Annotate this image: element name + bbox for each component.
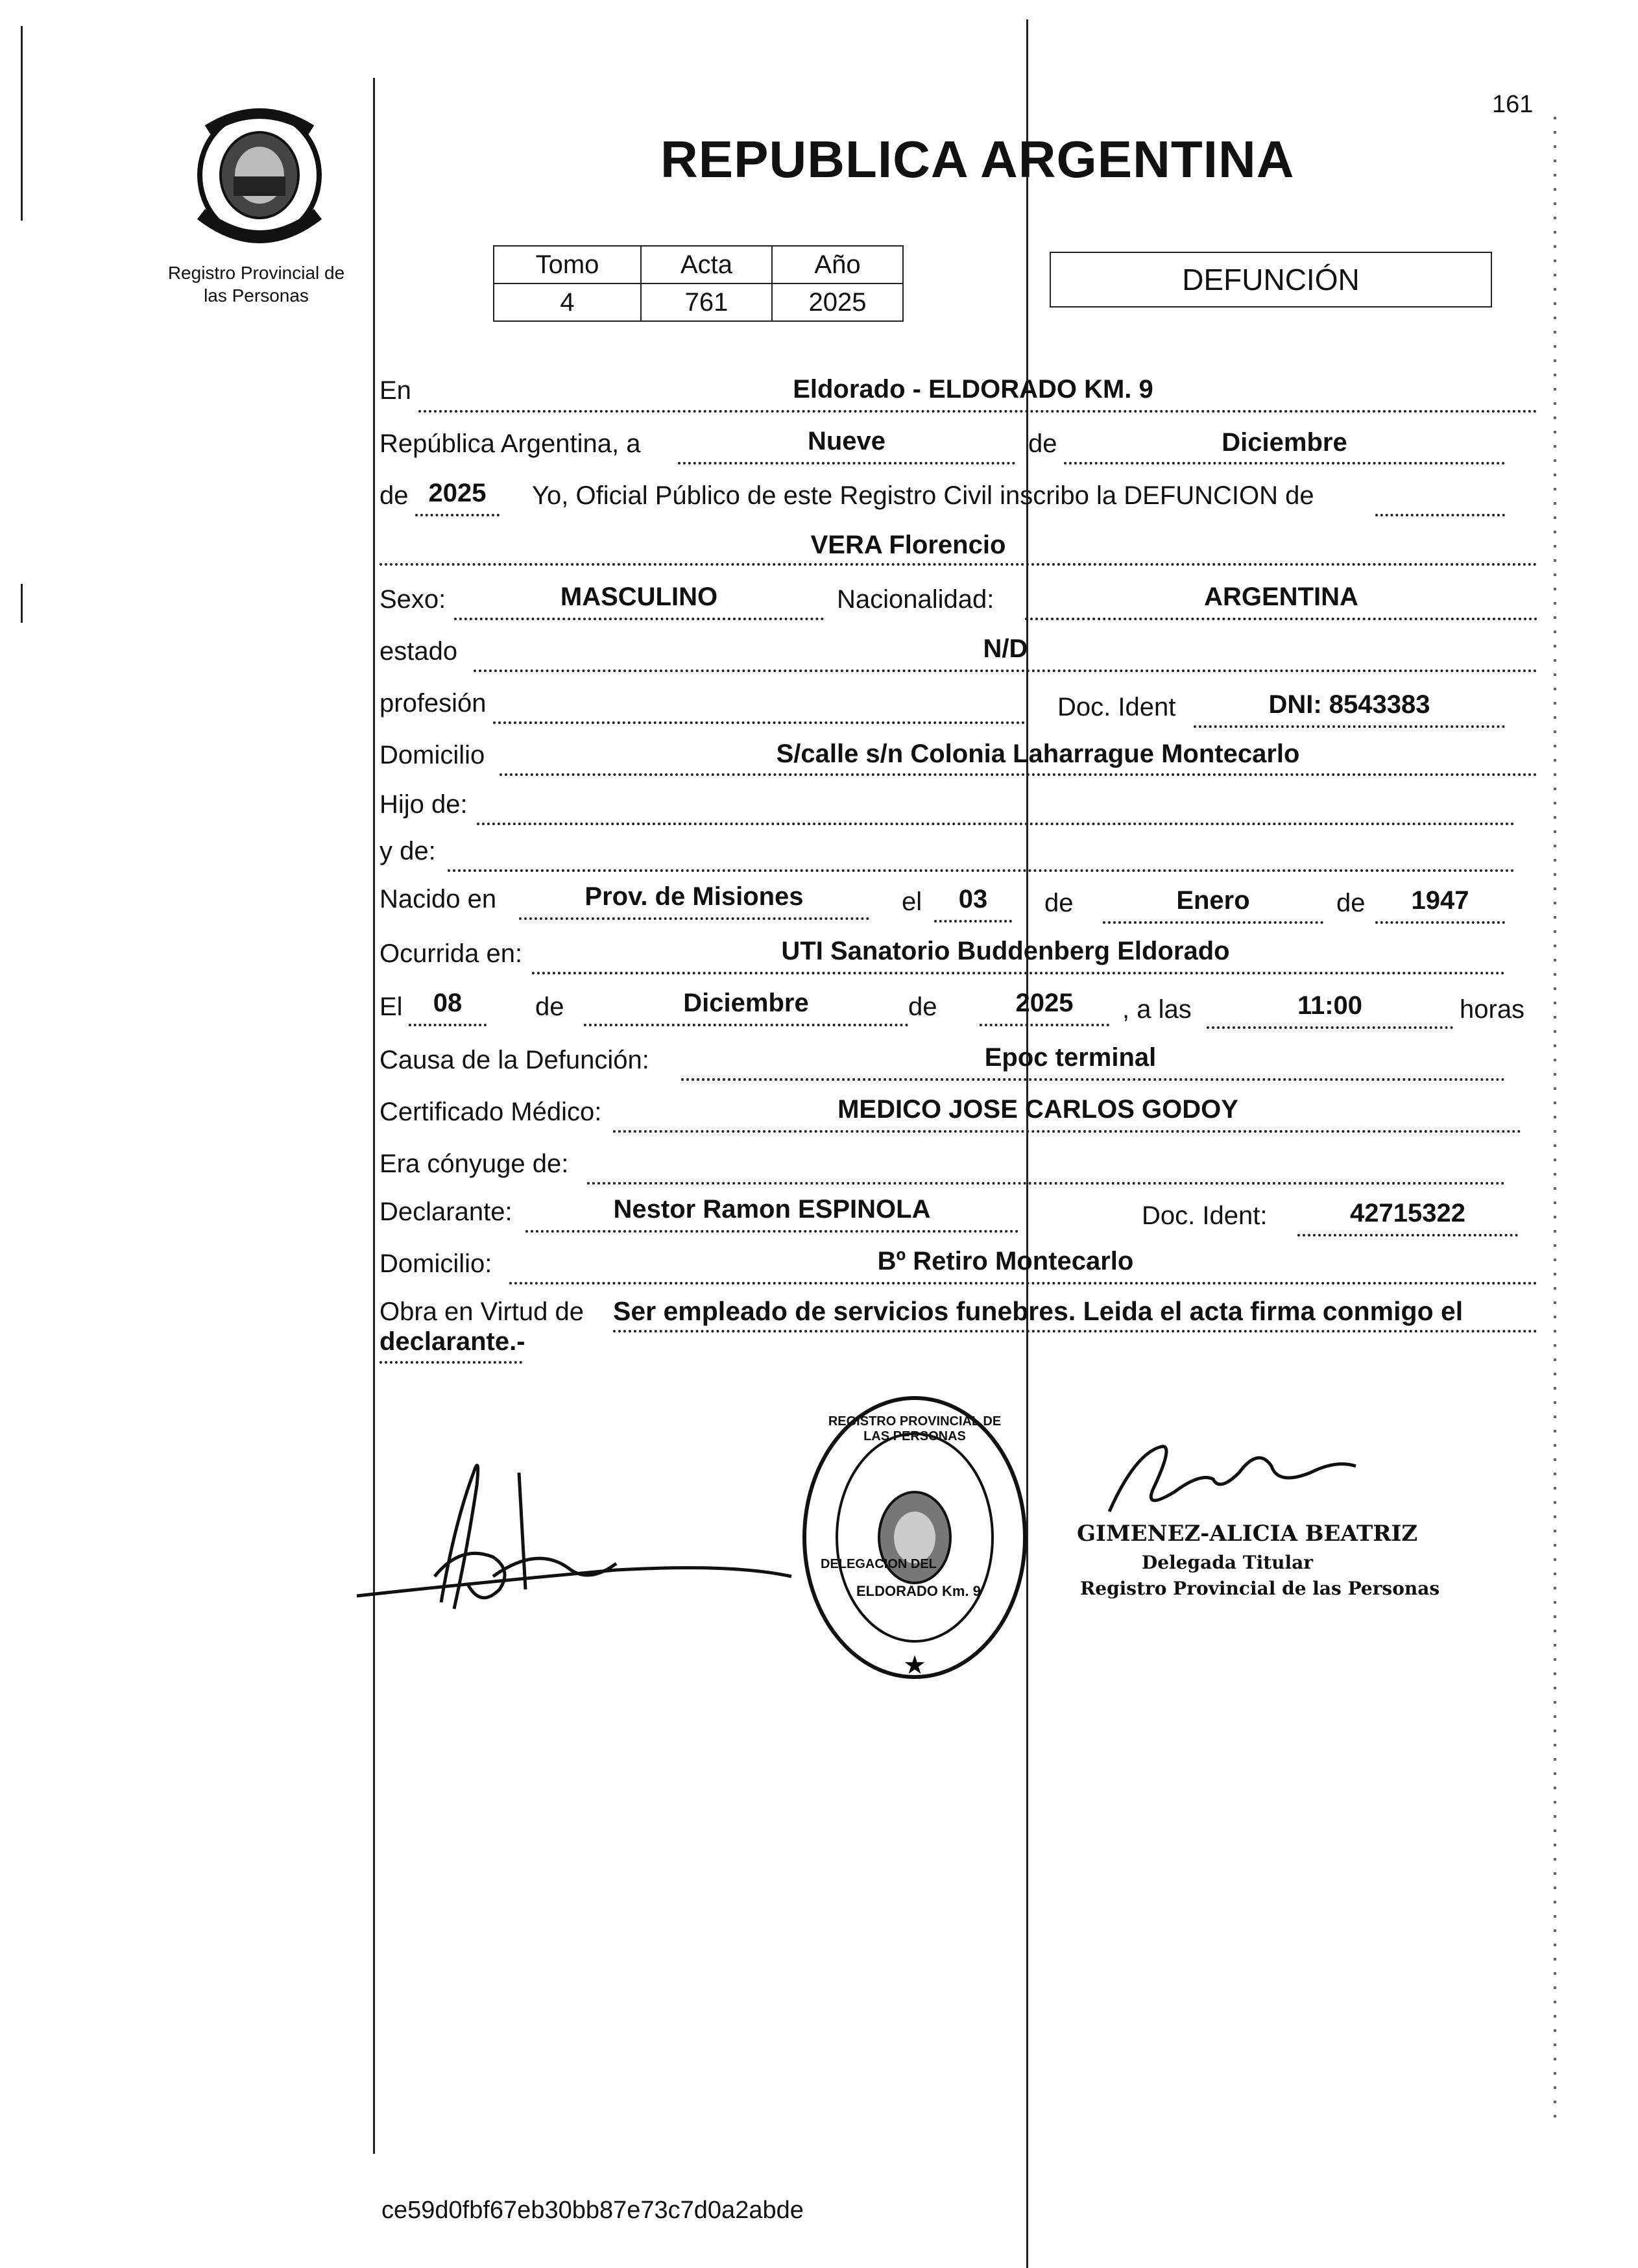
nac-anio-value: 1947 — [1411, 886, 1469, 915]
hijo-line — [477, 823, 1515, 825]
def-dia-line — [409, 1024, 487, 1026]
de-label-1: de — [1028, 429, 1057, 458]
en-label: En — [379, 376, 411, 405]
de-label-3: de — [1044, 889, 1074, 917]
nacido-line — [519, 917, 869, 920]
obra-value-2: declarante.- — [379, 1327, 525, 1356]
document-hash: ce59d0fbf67eb30bb87e73c7d0a2abde — [381, 2197, 804, 2224]
domicilio-value-2: Bº Retiro Montecarlo — [877, 1247, 1134, 1275]
scan-crease-line — [1026, 19, 1028, 2268]
doc-ident-label: Doc. Ident — [1057, 693, 1176, 721]
hora-line — [1207, 1026, 1453, 1029]
republica-label: República Argentina, a — [379, 429, 641, 458]
table-row — [494, 284, 903, 321]
certificado-label: Certificado Médico: — [379, 1098, 602, 1126]
official-role: Delegada Titular — [1142, 1552, 1314, 1573]
domicilio-label-2: Domicilio: — [379, 1249, 492, 1278]
anio-line — [415, 514, 500, 516]
yo-text: Yo, Oficial Público de este Registro Civil inscribo la DEFUNCION de — [532, 481, 1314, 510]
issuer-line-1: Registro Provincial de — [167, 263, 345, 283]
obra-line-1 — [613, 1330, 1537, 1333]
table-cell: 2025 — [772, 284, 903, 321]
de-label-6: de — [908, 993, 937, 1021]
profesion-line — [493, 721, 1025, 724]
right-edge-ticks — [1554, 117, 1556, 2128]
certificado-value: MEDICO JOSE CARLOS GODOY — [837, 1095, 1238, 1124]
nacionalidad-label: Nacionalidad: — [837, 585, 994, 614]
estado-line — [474, 670, 1537, 672]
causa-line — [681, 1078, 1505, 1081]
nac-mes-value: Enero — [1176, 886, 1250, 915]
nac-dia-line — [934, 920, 1012, 923]
certificado-line — [613, 1130, 1521, 1133]
nacionalidad-value: ARGENTINA — [1204, 583, 1358, 611]
table-header-cell: Año — [772, 246, 903, 284]
nombre-line — [379, 563, 1537, 566]
anio-value: 2025 — [428, 479, 487, 507]
dia-value: Nueve — [807, 427, 886, 455]
y-de-line — [448, 869, 1515, 872]
ocurrida-line — [532, 972, 1505, 974]
table-cell: 761 — [641, 284, 772, 321]
de-label-2: de — [379, 481, 409, 510]
domicilio-line — [500, 773, 1537, 776]
register-table — [493, 245, 904, 322]
table-header-row — [494, 246, 903, 284]
domicilio-line-2 — [509, 1282, 1537, 1285]
doc-ident-line-2 — [1297, 1234, 1518, 1237]
def-anio-value: 2025 — [1015, 989, 1074, 1017]
a-las-label: , a las — [1122, 995, 1192, 1024]
stamp-top-text: REGISTRO PROVINCIAL DE LAS PERSONAS — [828, 1414, 1002, 1443]
nacionalidad-line — [1025, 618, 1537, 620]
nac-anio-line — [1375, 921, 1505, 924]
def-anio-line — [980, 1024, 1109, 1026]
conyuge-line — [587, 1182, 1505, 1185]
def-mes-value: Diciembre — [683, 989, 809, 1017]
table-cell: 4 — [494, 284, 641, 321]
stamp-left-text: DELEGACION DEL — [821, 1557, 937, 1571]
nacido-label: Nacido en — [379, 885, 497, 913]
sexo-line — [454, 618, 824, 620]
domicilio-label: Domicilio — [379, 741, 485, 769]
def-dia-value: 08 — [433, 989, 463, 1017]
estado-label: estado — [379, 637, 458, 666]
declarante-line — [525, 1230, 1018, 1233]
horas-label: horas — [1460, 995, 1525, 1024]
document-type-box: DEFUNCIÓN — [1050, 252, 1492, 308]
declarante-value: Nestor Ramon ESPINOLA — [613, 1195, 931, 1224]
en-value: Eldorado - ELDORADO KM. 9 — [793, 375, 1153, 404]
mes-line — [1064, 462, 1505, 464]
issuer-line-2: las Personas — [204, 285, 309, 306]
doc-ident-value: DNI: 8543383 — [1268, 690, 1430, 719]
nac-mes-line — [1103, 921, 1323, 924]
hijo-label: Hijo de: — [379, 790, 468, 819]
declarant-signature — [344, 1447, 824, 1628]
mes-value: Diciembre — [1222, 428, 1347, 457]
page-number: 161 — [1492, 91, 1534, 118]
nacido-value: Prov. de Misiones — [584, 882, 804, 911]
ocurrida-label: Ocurrida en: — [379, 939, 523, 968]
svg-text:★: ★ — [903, 1650, 926, 1680]
form-left-rule — [373, 78, 375, 2154]
en-line — [418, 410, 1537, 413]
causa-label: Causa de la Defunción: — [379, 1046, 649, 1074]
estado-value: N/D — [983, 634, 1028, 663]
doc-ident-value-2: 42715322 — [1350, 1199, 1465, 1227]
domicilio-value: S/calle s/n Colonia Laharrague Montecarlo — [776, 740, 1300, 768]
left-border-line-2 — [21, 584, 23, 623]
deceased-name: VERA Florencio — [810, 531, 1006, 559]
el-label-2: El — [379, 993, 403, 1021]
sexo-value: MASCULINO — [560, 583, 718, 611]
de-label-4: de — [1336, 889, 1366, 917]
yo-line — [1375, 514, 1505, 516]
doc-ident-label-2: Doc. Ident: — [1142, 1201, 1268, 1230]
declarante-label: Declarante: — [379, 1198, 512, 1226]
left-border-line — [21, 26, 23, 221]
table-header-cell: Acta — [641, 246, 772, 284]
hora-value: 11:00 — [1297, 991, 1363, 1020]
official-office: Registro Provincial de las Personas — [1080, 1578, 1440, 1599]
y-de-label: y de: — [379, 837, 436, 865]
obra-value-1: Ser empleado de servicios funebres. Leida el acta firma conmigo el — [613, 1296, 1463, 1326]
el-label: el — [902, 887, 922, 916]
doc-ident-line — [1194, 725, 1505, 728]
dia-line — [678, 462, 1015, 464]
ocurrida-value: UTI Sanatorio Buddenberg Eldorado — [781, 937, 1230, 965]
causa-value: Epoc terminal — [984, 1043, 1157, 1072]
province-seal-icon — [182, 104, 337, 253]
obra-line-2 — [379, 1361, 522, 1364]
de-label-5: de — [535, 993, 564, 1021]
profesion-label: profesión — [379, 689, 487, 718]
page-title: REPUBLICA ARGENTINA — [660, 130, 1295, 188]
official-signature — [1096, 1434, 1369, 1525]
table-header-cell: Tomo — [494, 246, 641, 284]
sexo-label: Sexo: — [379, 585, 446, 614]
nac-dia-value: 03 — [958, 885, 988, 913]
official-name: GIMENEZ-ALICIA BEATRIZ — [1077, 1521, 1418, 1547]
obra-label: Obra en Virtud de — [379, 1297, 584, 1326]
conyuge-label: Era cónyuge de: — [379, 1150, 569, 1178]
stamp-inner-text: ELDORADO Km. 9 — [856, 1583, 981, 1599]
def-mes-line — [584, 1024, 908, 1026]
